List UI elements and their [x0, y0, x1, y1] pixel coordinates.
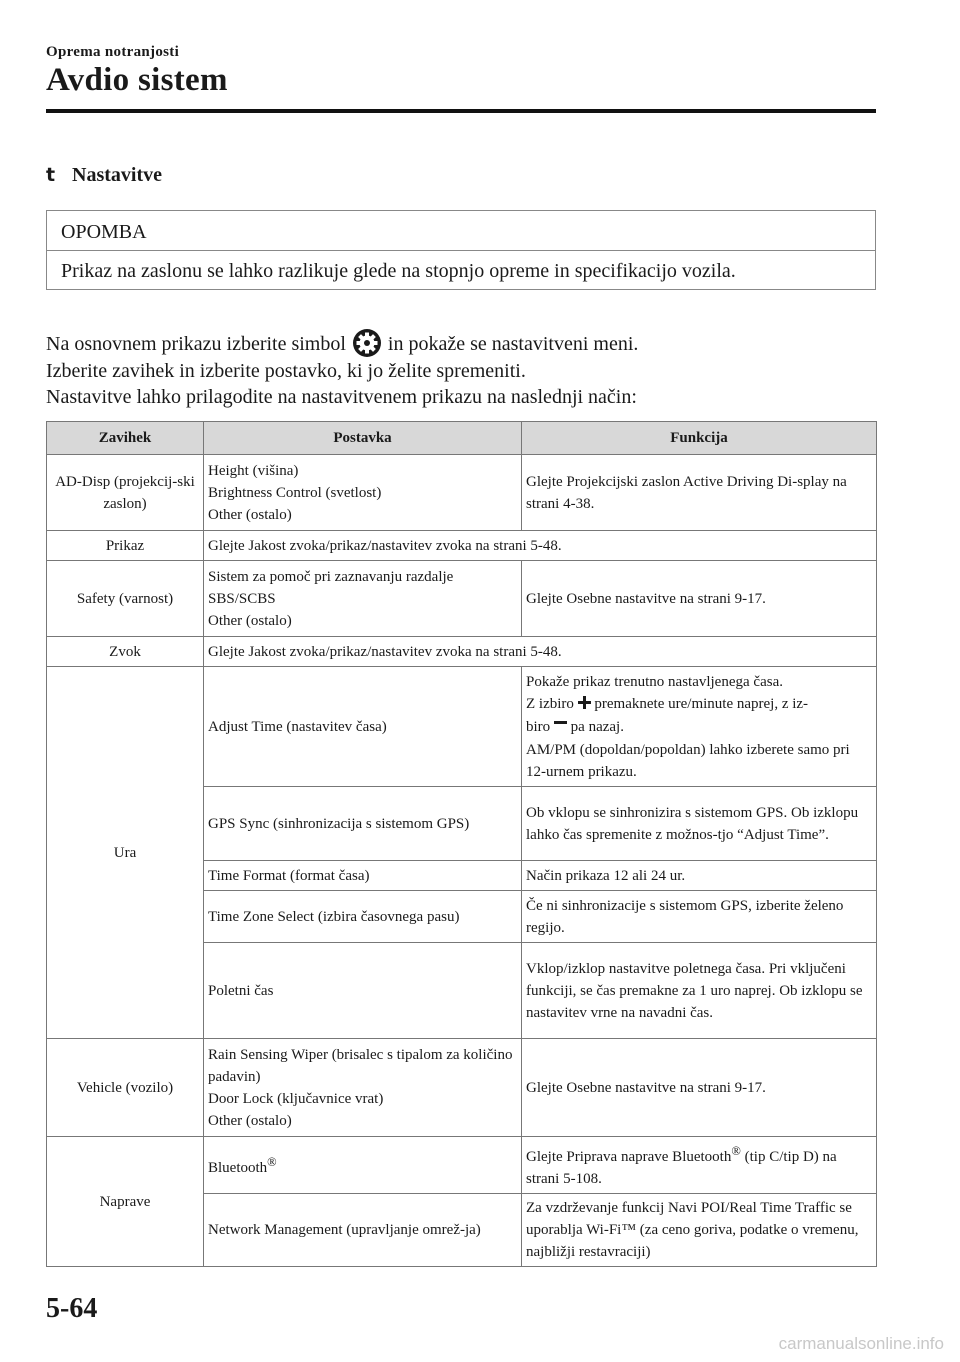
function-cell	[522, 1137, 877, 1194]
item-cell: Rain Sensing Wiper (brisalec s tipalom za količino padavin) Door Lock (ključavnice vrat) Other (ostalo)	[204, 1039, 522, 1137]
title-rule	[46, 109, 876, 113]
table-header-row	[47, 422, 877, 455]
subsection-title: Nastavitve	[72, 164, 162, 186]
note-box	[46, 210, 876, 290]
item-cell: Time Zone Select (izbira časovnega pasu)	[204, 891, 522, 943]
item-cell: Height (višina) Brightness Control (svetlost) Other (ostalo)	[204, 455, 522, 531]
settings-table	[46, 421, 877, 1267]
watermark: carmanualsonline.info	[778, 1334, 944, 1353]
function-cell: Glejte Osebne nastavitve na strani 9-17.	[522, 1039, 877, 1137]
note-text: Prikaz na zaslonu se lahko razlikuje glede na stopnjo opreme in specifikacijo vozila.	[61, 260, 736, 282]
function-text: premaknete ure/minute naprej, z iz-	[594, 695, 809, 712]
table-row	[47, 667, 877, 787]
page-title: Avdio sistem	[46, 62, 228, 98]
plus-icon	[578, 694, 591, 716]
table-row	[47, 455, 877, 531]
intro-line-2: Izberite zavihek in izberite postavko, ki jo želite spremeniti.	[46, 360, 526, 382]
table-row	[47, 1137, 877, 1194]
tab-cell: Prikaz	[47, 531, 204, 561]
table-row	[47, 1039, 877, 1137]
item-cell: GPS Sync (sinhronizacija s sistemom GPS)	[204, 787, 522, 861]
function-text: biro	[526, 718, 551, 735]
intro-line-1-start: Na osnovnem prikazu izberite simbol	[46, 333, 346, 355]
registered-mark: ®	[267, 1155, 277, 1169]
tab-cell: Zvok	[47, 637, 204, 667]
table-row	[47, 637, 877, 667]
intro-line-1-end: in pokaže se nastavitveni meni.	[387, 333, 639, 355]
function-text: Glejte Priprava naprave Bluetooth	[526, 1149, 732, 1165]
intro-text	[46, 328, 638, 410]
item-cell: Poletni čas	[204, 943, 522, 1039]
subsection-heading	[46, 164, 162, 187]
span-cell: Glejte Jakost zvoka/prikaz/nastavitev zvoka na strani 5-48.	[204, 531, 877, 561]
intro-line-1	[46, 328, 638, 358]
function-cell: Za vzdrževanje funkcij Navi POI/Real Time Traffic se uporablja Wi-Fi™ (za ceno goriva, podatke o vremenu, najbližji restavraciji)	[522, 1194, 877, 1267]
tab-cell: Naprave	[47, 1137, 204, 1267]
item-cell: Network Management (upravljanje omrež-ja)	[204, 1194, 522, 1267]
tab-cell: Vehicle (vozilo)	[47, 1039, 204, 1137]
item-text: Bluetooth	[208, 1160, 268, 1176]
function-line	[526, 716, 872, 739]
function-line	[526, 693, 872, 716]
table-row	[47, 561, 877, 637]
function-line: Pokaže prikaz trenutno nastavljenega časa.	[526, 673, 783, 690]
function-text: Z izbiro	[526, 695, 574, 712]
function-cell: Glejte Projekcijski zaslon Active Driving Di-splay na strani 4-38.	[522, 455, 877, 531]
registered-mark: ®	[731, 1144, 741, 1158]
gear-icon	[352, 328, 382, 358]
item-cell: Adjust Time (nastavitev časa)	[204, 667, 522, 787]
subsection-bullet: t	[46, 164, 56, 186]
function-text: (tip C/tip D) na strani 5-108.	[526, 1149, 837, 1187]
item-cell	[204, 1137, 522, 1194]
function-cell	[522, 667, 877, 787]
header-tab: Zavihek	[47, 422, 204, 455]
table-row	[47, 531, 877, 561]
tab-cell: Ura	[47, 667, 204, 1039]
header-function: Funkcija	[522, 422, 877, 455]
function-cell: Če ni sinhronizacije s sistemom GPS, izberite želeno regijo.	[522, 891, 877, 943]
minus-icon	[554, 717, 567, 739]
section-label: Oprema notranjosti	[46, 44, 180, 60]
note-heading: OPOMBA	[47, 211, 875, 251]
item-cell: Sistem za pomoč pri zaznavanju razdalje SBS/SCBS Other (ostalo)	[204, 561, 522, 637]
function-cell: Vklop/izklop nastavitve poletnega časa. Pri vključeni funkciji, se čas premakne za 1 uro naprej. Ob izklopu se nastavitev vrne na navadni čas.	[522, 943, 877, 1039]
function-line: AM/PM (dopoldan/popoldan) lahko izberete samo pri 12-urnem prikazu.	[526, 741, 850, 780]
function-cell: Ob vklopu se sinhronizira s sistemom GPS. Ob izklopu lahko čas spremenite z možnos-tjo “Adjust Time”.	[522, 787, 877, 861]
intro-line-3: Nastavitve lahko prilagodite na nastavitvenem prikazu na naslednji način:	[46, 386, 637, 408]
function-cell: Glejte Osebne nastavitve na strani 9-17.	[522, 561, 877, 637]
span-cell: Glejte Jakost zvoka/prikaz/nastavitev zvoka na strani 5-48.	[204, 637, 877, 667]
function-cell: Način prikaza 12 ali 24 ur.	[522, 861, 877, 891]
header-item: Postavka	[204, 422, 522, 455]
tab-cell: AD-Disp (projekcij-ski zaslon)	[47, 455, 204, 531]
page-number: 5-64	[46, 1293, 98, 1324]
tab-cell: Safety (varnost)	[47, 561, 204, 637]
item-cell: Time Format (format časa)	[204, 861, 522, 891]
function-text: pa nazaj.	[570, 718, 624, 735]
